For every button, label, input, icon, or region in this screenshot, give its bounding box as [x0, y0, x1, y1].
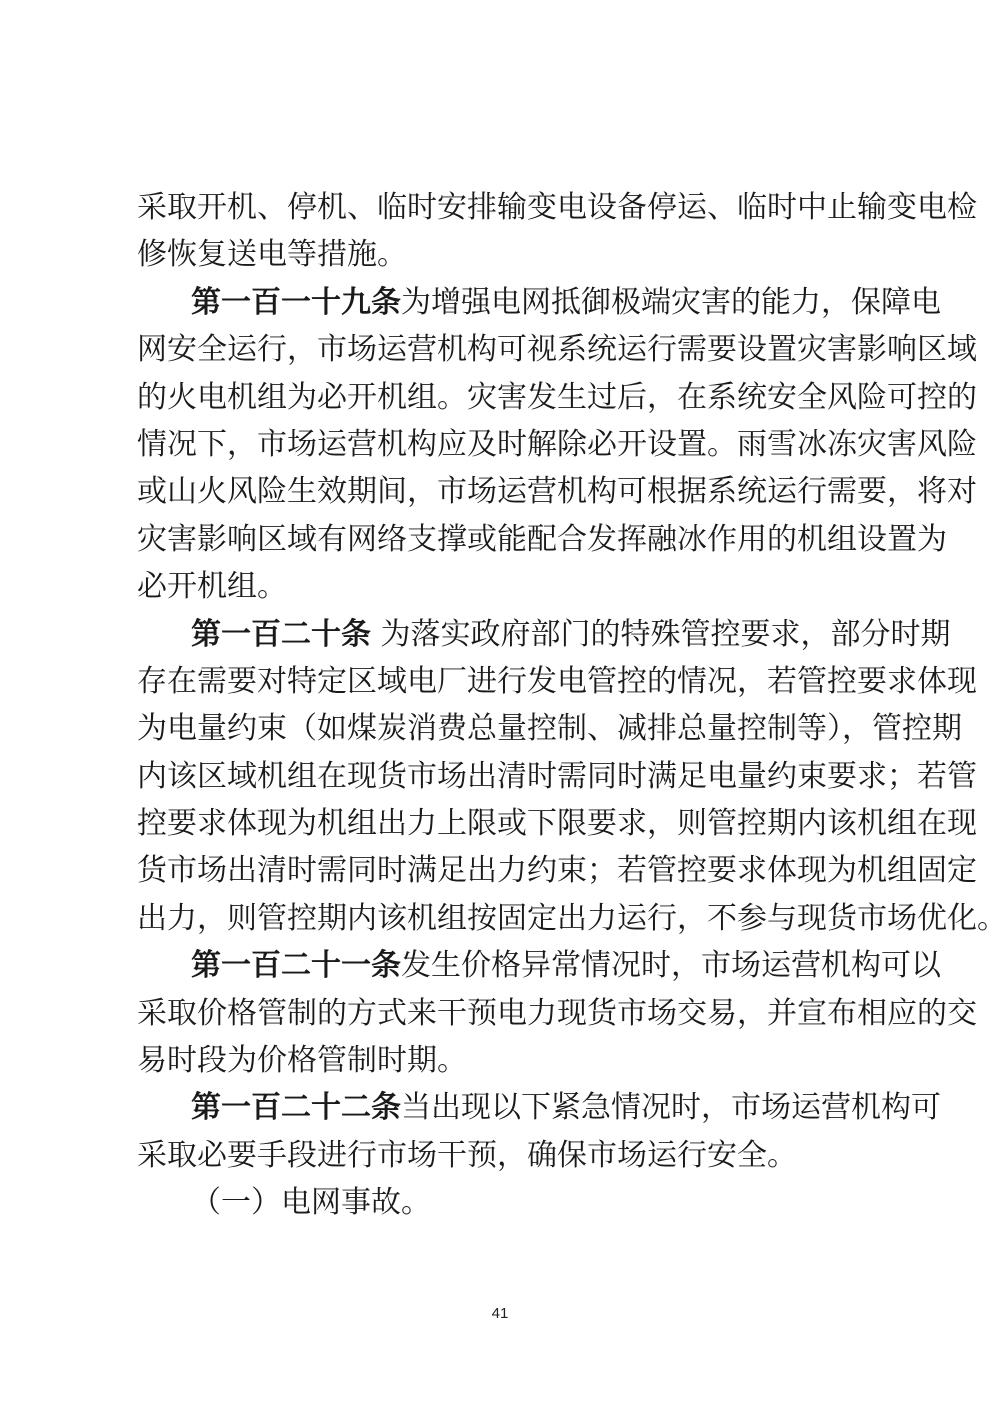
- text-line: [137, 563, 883, 610]
- text-line: [137, 658, 977, 705]
- text-line: [137, 516, 947, 563]
- line-text: 采取开机、停机、临时安排输变电设备停运、临时中止输变电检: [137, 190, 977, 225]
- text-line: [137, 1037, 883, 1084]
- line-text: 货市场出清时需同时满足出力约束；若管控要求体现为机组固定: [137, 853, 977, 889]
- text-line: [137, 1132, 883, 1179]
- line-text: 为落实政府部门的特殊管控要求，部分时期: [371, 616, 951, 652]
- line-text: （一）电网事故。: [191, 1185, 431, 1221]
- page-number: 41: [491, 1305, 509, 1322]
- line-text: 当出现以下紧急情况时，市场运营机构可: [401, 1090, 941, 1126]
- text-line: [137, 895, 1007, 942]
- article-heading: 第一百二十条: [191, 616, 371, 652]
- line-text: 采取必要手段进行市场干预，确保市场运行安全。: [137, 1137, 797, 1173]
- line-text: 易时段为价格管制时期。: [137, 1043, 467, 1079]
- line-text: 出力，则管控期内该机组按固定出力运行，不参与现货市场优化。: [137, 900, 1007, 936]
- line-text: 存在需要对特定区域电厂进行发电管控的情况，若管控要求体现: [137, 663, 977, 699]
- line-text: 必开机组。: [137, 569, 287, 605]
- text-line: [137, 421, 977, 468]
- text-line: [137, 374, 977, 421]
- article-heading: 第一百一十九条: [191, 284, 401, 320]
- line-text: 的火电机组为必开机组。灾害发生过后，在系统安全风险可控的: [137, 379, 977, 415]
- line-text: 灾害影响区域有网络支撑或能配合发挥融冰作用的机组设置为: [137, 521, 947, 557]
- text-line: [137, 847, 977, 894]
- article-heading: 第一百二十一条: [191, 948, 401, 984]
- line-text: 网安全运行，市场运营机构可视系统运行需要设置灾害影响区域: [137, 332, 977, 368]
- text-line: [137, 705, 962, 752]
- line-text: 为电量约束（如煤炭消费总量控制、减排总量控制等），管控期: [137, 711, 962, 747]
- text-line: [137, 1179, 883, 1226]
- text-line: [137, 231, 883, 278]
- line-text: 修恢复送电等措施。: [137, 237, 407, 273]
- line-text: 或山火风险生效期间，市场运营机构可根据系统运行需要，将对: [137, 474, 977, 510]
- line-text: 内该区域机组在现货市场出清时需同时满足电量约束要求；若管: [137, 758, 977, 794]
- text-line: [137, 1084, 941, 1131]
- line-text: 控要求体现为机组出力上限或下限要求，则管控期内该机组在现: [137, 806, 977, 842]
- text-line: [137, 611, 951, 658]
- text-line: [137, 990, 977, 1037]
- line-text: 为增强电网抵御极端灾害的能力，保障电: [401, 284, 941, 320]
- text-line: [137, 184, 977, 231]
- line-text: 情况下，市场运营机构应及时解除必开设置。雨雪冰冻灾害风险: [137, 426, 977, 462]
- text-line: [137, 800, 977, 847]
- text-line: [137, 326, 977, 373]
- text-line: [137, 468, 977, 515]
- line-text: 采取价格管制的方式来干预电力现货市场交易，并宣布相应的交: [137, 995, 977, 1031]
- document-body: [137, 184, 1007, 1227]
- line-text: 发生价格异常情况时，市场运营机构可以: [401, 948, 941, 984]
- article-heading: 第一百二十二条: [191, 1090, 401, 1126]
- text-line: [137, 753, 977, 800]
- text-line: [137, 279, 941, 326]
- text-line: [137, 942, 941, 989]
